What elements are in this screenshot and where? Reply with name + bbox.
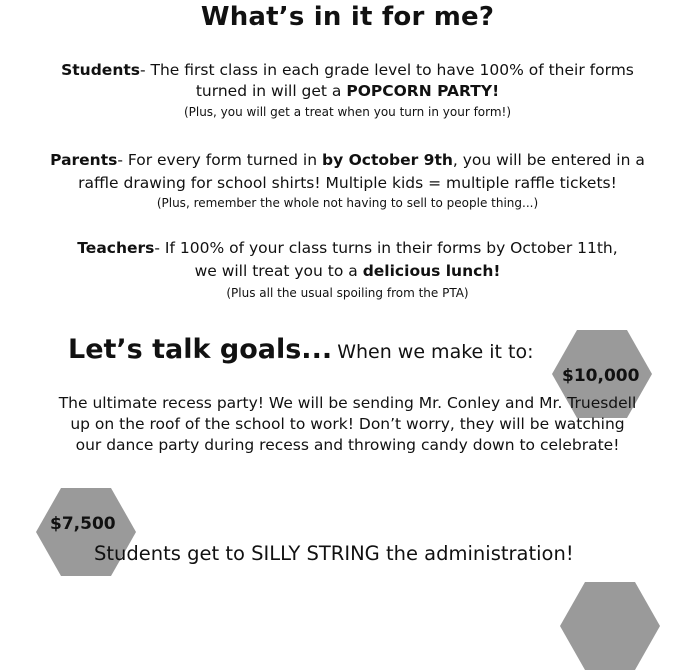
teachers-line-2 [0,261,695,281]
teachers-reward: delicious lunch! [362,262,501,280]
students-lead: Students [61,61,140,79]
goal1-description [0,393,695,456]
goal1-line-2: up on the roof of the school to work! Don’t worry, they will be watching [70,415,625,433]
goal1-amount: $10,000 [562,366,640,386]
parents-line-1 [0,150,695,170]
parents-line-2: raffle drawing for school shirts! Multiple kids = multiple raffle tickets! [78,174,617,192]
goals-heading [68,334,534,365]
goals-title: Let’s talk goals... [68,334,333,365]
teachers-line-1 [0,238,695,258]
goal2-description: Students get to SILLY STRING the administration! [94,542,574,565]
goal1-line-1: The ultimate recess party! We will be sending Mr. Conley and Mr. Truesdell [58,394,637,412]
parents-text-1a: - For every form turned in [117,151,322,169]
goal2-amount: $7,500 [50,514,116,534]
students-line-2 [0,81,695,101]
students-text-2: turned in will get a [195,82,347,100]
goal3-hexagon-partial [560,582,660,670]
parents-deadline: by October 9th [322,151,453,169]
page-title: What’s in it for me? [200,2,495,32]
students-reward: POPCORN PARTY! [346,82,500,100]
parents-text-1b: , you will be entered in a [452,151,645,169]
goal1-line-3: our dance party during recess and throwing candy down to celebrate! [75,436,620,454]
teachers-text-1: - If 100% of your class turns in their forms by October 11th, [154,239,618,257]
goals-subtitle: When we make it to: [337,341,534,363]
parents-note: (Plus, remember the whole not having to sell to people thing...) [156,196,539,210]
teachers-note: (Plus all the usual spoiling from the PTA) [226,286,469,300]
students-note: (Plus, you will get a treat when you turn in your form!) [183,105,512,119]
teachers-lead: Teachers [77,239,155,257]
students-text-1: - The first class in each grade level to have 100% of their forms [140,61,634,79]
teachers-text-2: we will treat you to a [194,262,363,280]
parents-lead: Parents [50,151,118,169]
students-line-1 [0,60,695,80]
